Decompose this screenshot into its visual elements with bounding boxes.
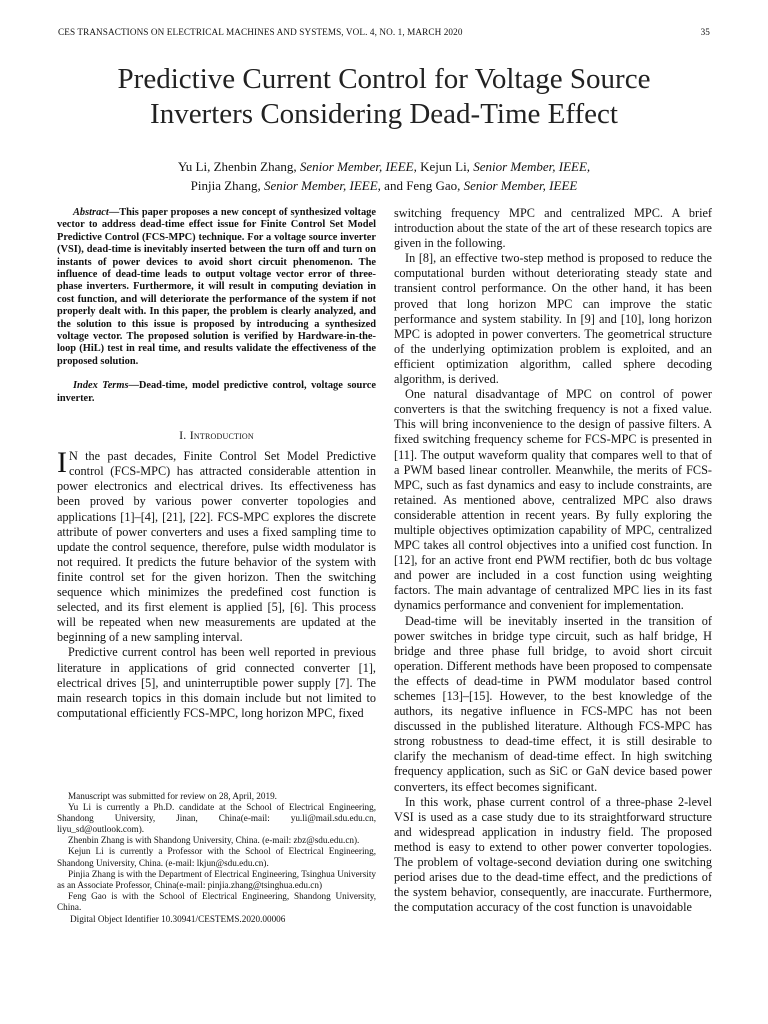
page-number: 35 bbox=[700, 27, 710, 37]
author-names: Yu Li, Zhenbin Zhang, bbox=[177, 159, 300, 174]
intro-paragraph-1 bbox=[57, 446, 376, 645]
author-line-2 bbox=[40, 176, 728, 195]
intro-paragraph-2: Predictive current control has been well reported in previous literature in applications of grid connected converter [1], electrical drives [5], and uninterruptible power supply [7]. The main research topics in this domain include but not limited to computational efficiently FCS-MPC, long horizon MPC, fixed bbox=[57, 645, 376, 720]
body-paragraph: In [8], an effective two-step method is proposed to reduce the computational burden without deteriorating steady state and transient control performance. On the other hand, it has been proved that long horizon MPC can improve the static performance and system stability. In [9] and [10], long horizon MPC is adopted in power converters. The geometrical structure of the underlying optimization problem is exploited, and an efficient optimization algorithm, called sphere decoding algorithm, is derived. bbox=[394, 251, 712, 387]
footnote: Zhenbin Zhang is with Shandong University, China. (e-mail: zbz@sdu.edu.cn). bbox=[68, 835, 360, 846]
title-line-1: Predictive Current Control for Voltage Source bbox=[117, 63, 651, 95]
footnote: Yu Li is currently a Ph.D. candidate at the School of Electrical Engineering, Shandong University, Jinan, China(e-mail: yu.li@mail.sdu.edu.cn, liyu_sd@outlook.com). bbox=[57, 802, 376, 835]
drop-cap: I bbox=[57, 446, 67, 480]
author-line-1 bbox=[40, 157, 728, 176]
footnote: Kejun Li is currently a Professor with the School of Electrical Engineering, Shandong University, China. (e-mail: lkjun@sdu.edu.cn). bbox=[57, 846, 376, 868]
footnote: Feng Gao is with the School of Electrical Engineering, Shandong University, China. bbox=[57, 890, 376, 912]
author-names: Kejun Li, bbox=[416, 159, 474, 174]
abstract-label: Abstract bbox=[73, 207, 109, 218]
membership-note: Senior Member, IEEE, bbox=[263, 178, 381, 193]
abstract-text: —This paper proposes a new concept of synthesized voltage vector to address dead-time effect issue for Finite Control Set Model Predictive Control (FCS-MPC) technique. For a voltage source inverter (VSI), dead-time is inevitably inserted between the turn off and turn on instants of power devices to avoid short circuit phenomenon. The influence of dead-time leads to output voltage vector error of three-phase inverters. Furthermore, it will result in computing deviation in cost function, and will deteriorate the performance of the system if not properly dealt with. In this paper, the problem is clearly analyzed, and the solution to this issue is proposed by introducing a synthesized voltage vector. The proposed solution is verified by Hardware-in-the-loop (HiL) test in real time, and results validate the effectiveness of the proposed solution. bbox=[57, 207, 376, 367]
index-terms-text: —Dead-time, model predictive control, voltage source inverter. bbox=[57, 380, 376, 404]
body-paragraph: Dead-time will be inevitably inserted in the transition of power switches in bridge type circuit, such as half bridge, H bridge and three phase full bridge, to avoid short circuit operation. Different methods have been proposed to compensate the effects of dead-time in PWM modulator based control schemes [13]–[15]. However, to the best knowledge of the authors, its negative influence in FCS-MPC has not been discussed in the published literature. Although FCS-MPC has strong robustness to dead-time effect, it is still desirable to clarify the mechanism of dead-time effect. In high switching frequency application, such as SiC or GaN device based power converters, its effect becomes significant. bbox=[394, 613, 712, 794]
body-paragraph: In this work, phase current control of a three-phase 2-level VSI is used as a case study due to its straightforward structure and widespread application in industry field. The proposed method is easy to extend to other power converter topologies. The problem of voltage-second deviation during one switching period arises due to the dead-time effect, and the predictions of the system behavior, consequently, are inaccurate. Furthermore, the computation accuracy of the cost function is unavoidable bbox=[394, 794, 712, 915]
right-column bbox=[394, 206, 712, 915]
footnote: Pinjia Zhang is with the Department of Electrical Engineering, Tsinghua University as an Associate Professor, China(e-mail: pinjia.zhang@tsinghua.edu.cn) bbox=[57, 868, 376, 890]
membership-note: Senior Member, IEEE bbox=[463, 178, 578, 193]
running-header bbox=[58, 27, 710, 41]
abstract bbox=[57, 207, 376, 368]
footnotes bbox=[57, 791, 376, 925]
left-column bbox=[57, 207, 376, 721]
section-number: I. bbox=[179, 428, 187, 443]
membership-note: Senior Member, IEEE, bbox=[473, 159, 591, 174]
author-list bbox=[40, 157, 728, 195]
body-paragraph: switching frequency MPC and centralized MPC. A brief introduction about the state of the art of these research topics are given in the following. bbox=[394, 206, 712, 251]
author-names: and Feng Gao, bbox=[380, 178, 464, 193]
index-terms bbox=[57, 380, 376, 405]
journal-name: CES TRANSACTIONS ON ELECTRICAL MACHINES AND SYSTEMS, VOL. 4, NO. 1, MARCH 2020 bbox=[58, 27, 463, 37]
section-heading bbox=[57, 428, 376, 443]
body-paragraph: One natural disadvantage of MPC on control of power converters is that the switching frequency is not a fixed value. This will bring inconvenience to the design of passive filters. A fixed switching frequency scheme for FCS-MPC is presented in [11]. The output waveform quality that compares well to that of a PWM based linear controller. Meanwhile, the merits of FCS-MPC, such as fast dynamics and easy to include constraints, are retained. As mentioned above, centralized MPC also draws considerable attention in recent years. By fully exploring the multiple objectives optimization capability of MPC, centralized MPC takes all control objectives into a unified cost function. In [12], for an active front end PWM rectifier, both dc bus voltage and power are included in a cost function using weighting factors. The main advantage of centralized MPC lies in its fast dynamics performance and convenient for implementation. bbox=[394, 387, 712, 613]
membership-note: Senior Member, IEEE, bbox=[299, 159, 417, 174]
section-title: Introduction bbox=[189, 428, 254, 443]
doi-line: Digital Object Identifier 10.30941/CESTEMS.2020.00006 bbox=[70, 914, 286, 925]
intro-p1-text: N the past decades, Finite Control Set Model Predictive control (FCS-MPC) has attracted considerable attention in power electronics and electrical drives. Its effectiveness has been proved by various power converter topologies and applications [1]–[4], [21], [22]. FCS-MPC explores the discrete attribute of power converters and uses a fixed sampling time to update the control sequence, therefore, pulse width modulator is not required. It predicts the future behavior of the system with finite control set for the given horizon. Then the switching sequence which minimizes the predefined cost function is selected, and its first element is applied [5], [6]. This process will be repeated when new measurements are updated at the beginning of a new sampling interval. bbox=[57, 449, 376, 645]
paper-title bbox=[40, 62, 728, 132]
index-terms-label: Index Terms bbox=[73, 380, 129, 392]
author-names: Pinjia Zhang, bbox=[190, 178, 264, 193]
footnote: Manuscript was submitted for review on 28, April, 2019. bbox=[68, 791, 277, 801]
title-line-2: Inverters Considering Dead-Time Effect bbox=[150, 98, 618, 130]
